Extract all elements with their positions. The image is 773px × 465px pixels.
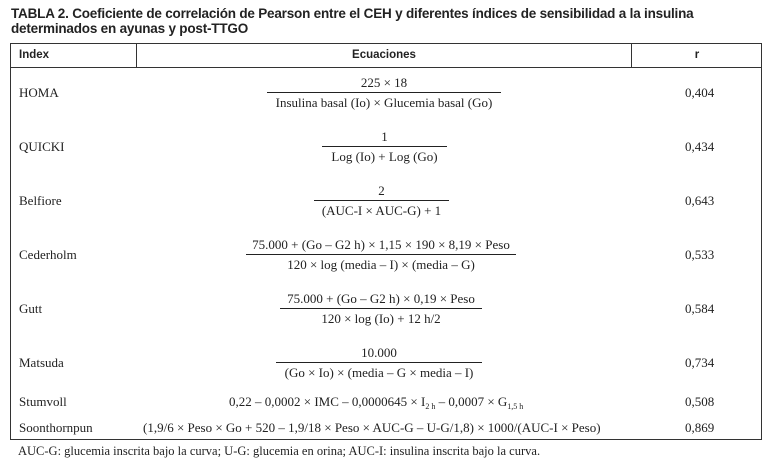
row-r-value: 0,533 [685, 247, 715, 262]
row-r-value: 0,508 [685, 394, 715, 409]
table-title: TABLA 2. Coeficiente de correlación de Pearson entre el CEH y diferentes índices de sensibilidad a la insulina determinados en ayunas y post-TTGO [11, 6, 694, 36]
row-r-value: 0,584 [685, 301, 715, 316]
row-equation [280, 292, 482, 326]
row-r-value: 0,734 [685, 355, 715, 370]
row-r-value: 0,434 [685, 139, 715, 154]
row-index: QUICKI [19, 139, 65, 154]
row-equation [314, 184, 449, 218]
equation-numerator: 2 [378, 183, 385, 198]
equation-denominator: 120 × log (Io) + 12 h/2 [321, 311, 441, 326]
row-r-value: 0,643 [685, 193, 715, 208]
header-index: Index [19, 49, 50, 61]
equation-denominator: Log (Io) + Log (Go) [331, 149, 438, 164]
header-equations: Ecuaciones [352, 49, 416, 61]
equation-denominator: (AUC-I × AUC-G) + 1 [321, 203, 442, 218]
equation-numerator: 75.000 + (Go – G2 h) × 1,15 × 190 × 8,19 × Peso [252, 237, 510, 252]
equation-denominator: Insulina basal (Io) × Glucemia basal (Go) [275, 95, 493, 110]
row-index: Gutt [19, 301, 43, 316]
equation-text: – 0,0007 × G [435, 394, 508, 409]
equation-numerator: 10.000 [361, 345, 397, 360]
equation-subscript: 2 h [425, 402, 436, 411]
table-footnote: AUC-G: glucemia inscrita bajo la curva; U-G: glucemia en orina; AUC-I: insulina inscrita bajo la curva. [18, 444, 541, 458]
row-equation [229, 394, 523, 411]
row-equation [246, 238, 516, 272]
row-index: Belfiore [19, 193, 62, 208]
row-equation [276, 346, 482, 380]
row-index: Soonthornpun [19, 420, 93, 435]
row-index: Cederholm [19, 247, 77, 262]
equation-numerator: 75.000 + (Go – G2 h) × 0,19 × Peso [287, 291, 475, 306]
row-equation [267, 76, 501, 110]
row-r-value: 0,869 [685, 420, 715, 435]
row-index: HOMA [19, 85, 59, 100]
table-header-row [11, 44, 761, 68]
header-r: r [694, 49, 700, 61]
equation-text: 0,22 – 0,0002 × IMC – 0,0000645 × I [229, 394, 426, 409]
row-equation: (1,9/6 × Peso × Go + 520 – 1,9/18 × Peso × AUC-G – U-G/1,8) × 1000/(AUC-I × Peso) [143, 420, 601, 435]
equation-denominator: 120 × log (media – I) × (media – G) [287, 257, 475, 272]
equation-numerator: 1 [381, 129, 388, 144]
row-index: Stumvoll [19, 394, 67, 409]
correlation-table [10, 43, 762, 440]
row-index: Matsuda [19, 355, 64, 370]
row-r-value: 0,404 [685, 85, 715, 100]
equation-subscript: 1,5 h [507, 402, 524, 411]
equation-denominator: (Go × Io) × (media – G × media – I) [284, 365, 474, 380]
equation-numerator: 225 × 18 [360, 75, 408, 90]
row-equation [322, 130, 447, 164]
